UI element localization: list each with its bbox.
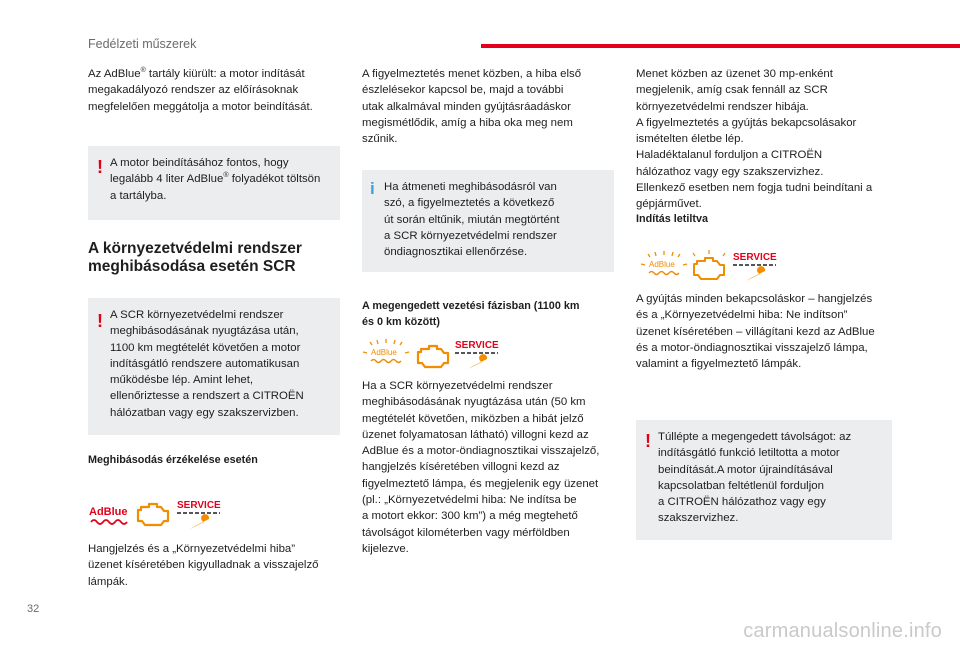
engine-icon [134,500,172,530]
svg-text:AdBlue: AdBlue [89,506,128,518]
warning-box-distance-exceeded [636,420,892,540]
flashing-lamps-description: Ha a SCR környezetvédelmi rendszer meghibásodásának nyugtázása után (50 km megtételét követően, miközben a hibát jelző üzenet folyamatosan látható) villogni kezd az AdBlue és a motor-öndiagnosztikai visszajelző, hangjelzés kíséretében villogni kezd az figyelmeztető lámpa, és megjelenik egy üzenet (pl.: „Környezetvédelmi hiba: Ne indítsa be a motort ekkor: 300 km”) a még megtehető távolságot kilométerben vagy mérföldben kijelezve. [362,380,600,555]
lamps-on-description: Hangjelzés és a „Környezetvédelmi hiba” üzenet kíséretében kigyulladnak a visszajelző lámpák. [88,543,319,588]
info-text: Ha átmeneti meghibásodásról van szó, a figyelmeztetés a következő út során eltűnik, miután megtörtént a SCR környezetvédelmi rendszer öndiagnosztikai ellenőrzése. [384,181,560,259]
adblue-icon [88,501,134,529]
site-watermark: carmanualsonline.info [743,620,942,642]
service-wrench-icon [454,338,502,372]
adblue-flashing-icon [640,250,688,284]
warning-box-refill [88,146,340,220]
warning-exclamation-icon: ! [645,431,651,451]
warning-text: A SCR környezetvédelmi rendszer meghibásodásának nyugtázása után, 1100 km megtételét követően a motor indításgátló rendszere automatikusan működésbe lép. Amint lehet, ellenőriztesse a rendszert a CITROËN hálózatban vagy egy szakszervizben. [110,309,304,419]
subheading-start-blocked: Indítás letiltva [636,213,708,225]
engine-icon [414,342,452,372]
warning-box-scr [88,298,340,435]
page-number: 32 [27,603,40,615]
svg-text:AdBlue: AdBlue [649,260,675,269]
service-wrench-icon [732,250,780,284]
page-header-title: Fedélzeti műszerek [88,37,197,51]
warning-behaviour-paragraph: A figyelmeztetés menet közben, a hiba első észlelésekor kapcsol be, majd a további utak alkalmával minden gyújtásráadáskor megismétlődik, amíg a hiba oka meg nem szűnik. [362,68,582,146]
intro-paragraph: Az AdBlue® tartály kiürült: a motor indítását megakadályozó rendszer az előírásoknak megfelelően meggátolja a motor beindítását. [88,67,313,113]
subheading-fault-detected: Meghibásodás érzékelése esetén [88,454,258,466]
engine-flashing-icon [688,250,730,284]
message-repeat-paragraph: Menet közben az üzenet 30 mp-enként megjelenik, amíg csak fennáll az SCR környezetvédelmi rendszer hibája. A figyelmeztetés a gyújtás bekapcsolásakor ismételten életbe lép. Haladéktalanul forduljon a CITROËN hálózathoz vagy egy szakszervizhez. Ellenkező esetben nem fogja tudni beindítani a gépjárművet. [636,68,873,211]
section-title-scr: A környezetvédelmi rendszer meghibásodása esetén SCR [88,240,302,275]
warning-lamps-row-blocked [640,250,780,286]
warning-exclamation-icon: ! [97,157,103,177]
service-wrench-icon [176,498,224,532]
warning-text: A motor beindításához fontos, hogy legalább 4 liter AdBlue® folyadékot töltsön a tartályba. [110,157,321,202]
warning-exclamation-icon: ! [97,311,103,331]
svg-text:AdBlue: AdBlue [371,348,397,357]
adblue-flashing-icon [362,338,410,372]
warning-text: Túllépte a megengedett távolságot: az indításgátló funkció letiltotta a motor beindítását.A motor újraindításával kapcsolatban feltétlenül forduljon a CITROËN hálózathoz vagy egy szakszervizhez. [658,431,852,525]
info-box-temporary-fault [362,170,614,272]
ignition-lamps-description: A gyújtás minden bekapcsoláskor – hangjelzés és a „Környezetvédelmi hiba: Ne indítson” üzenet kíséretében – villágítani kezd az AdBlue és a motor-öndiagnosztikai visszajelző lámpa, valamint a figyelmeztető lámpák. [636,293,875,371]
svg-text:SERVICE: SERVICE [177,500,221,511]
warning-lamps-row-flashing [362,338,502,374]
info-icon: i [370,179,375,198]
warning-lamps-row [88,498,228,534]
svg-text:SERVICE: SERVICE [455,340,499,351]
header-accent-bar [481,44,960,48]
subheading-permitted-phase: A megengedett vezetési fázisban (1100 km és 0 km között) [362,300,580,328]
svg-text:SERVICE: SERVICE [733,252,777,263]
